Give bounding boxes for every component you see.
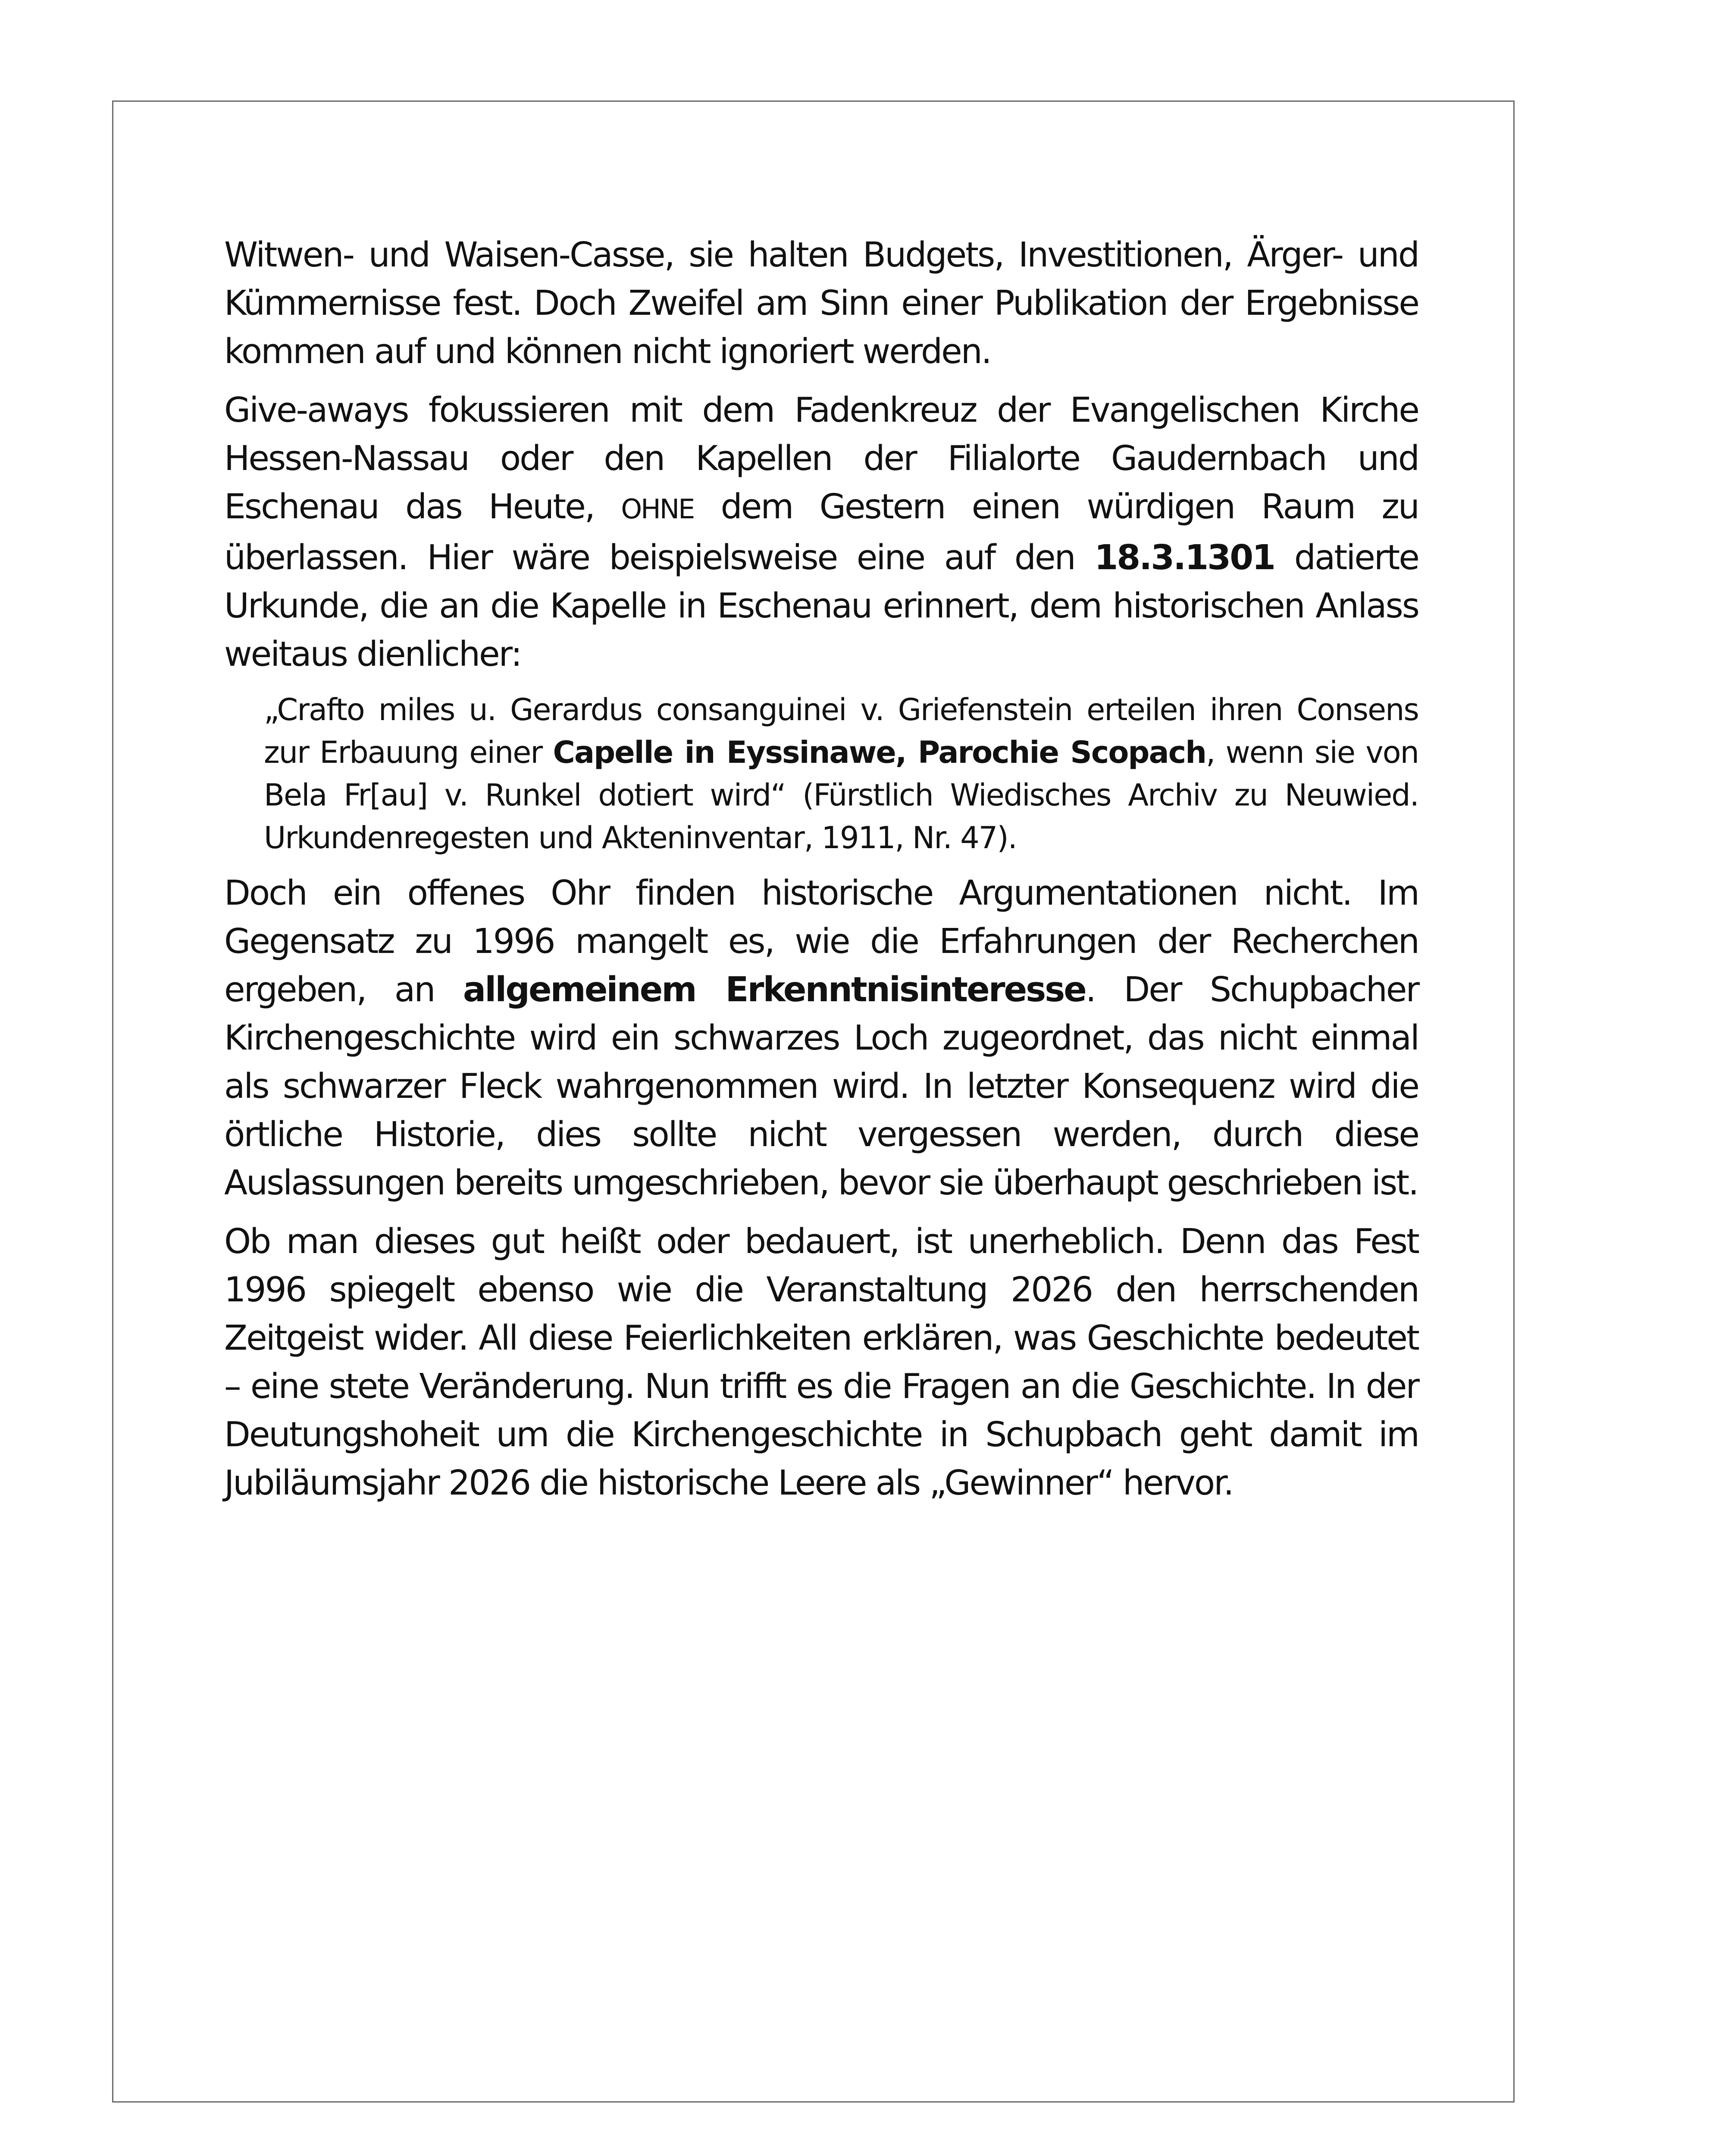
smallcaps-ohne: OHNE: [621, 493, 694, 525]
quote-text-2: , wenn sie von Bela Fr[au] v. Runkel dotiert wird“ (Fürstlich Wiedisches Archiv zu Neuwied. Urkundenregesten und Akteninventar, 1911, Nr. 47).: [264, 735, 1418, 856]
paragraph-3: [224, 869, 1418, 1207]
bold-phrase: allgemeinem Erkenntnisinteresse: [463, 970, 1086, 1009]
paragraph-2-text-3: datierte Urkunde, die an die Kapelle in Eschenau erinnert, dem historischen Anlass weitaus dienlicher:: [224, 538, 1418, 674]
quote-bold-text: Capelle in Eyssinawe, Parochie Scopach: [553, 735, 1206, 770]
paragraph-2-text-1: Give-aways fokussieren mit dem Fadenkreuz der Evangelischen Kirche Hessen-Nassau oder den Kapellen der Filialorte Gaudernbach und Eschenau das Heute,: [224, 390, 1418, 526]
paragraph-3-text-1: Doch ein offenes Ohr finden historische Argumentationen nicht. Im Gegensatz zu 1996 mangelt es, wie die Erfahrungen der Recherchen ergeben, an: [224, 873, 1418, 1009]
bold-date: 18.3.1301: [1094, 538, 1275, 577]
paragraph-3-text-2: . Der Schupbacher Kirchengeschichte wird ein schwarzes Loch zugeordnet, das nicht einmal als schwarzer Fleck wahrgenommen wird. In letzter Konsequenz wird die örtliche Historie, dies sollte nicht vergessen werden, durch diese Auslassungen bereits umgeschrieben, bevor sie überhaupt geschrieben ist.: [224, 970, 1418, 1203]
quote-text-1: „Crafto miles u. Gerardus consanguinei v. Griefenstein erteilen ihren Consens zur Erbauung einer: [264, 692, 1418, 770]
paragraph-1: Witwen- und Waisen-Casse, sie halten Budgets, Investitionen, Ärger- und Kümmernisse fest. Doch Zweifel am Sinn einer Publikation der Ergebnisse kommen auf und können nicht ignoriert werden.: [224, 235, 1418, 371]
paragraph-4: Ob man dieses gut heißt oder bedauert, ist unerheblich. Denn das Fest 1996 spiegelt ebenso wie die Veranstaltung 2026 den herrschenden Zeitgeist wider. All diese Feierlichkeiten erklären, was Geschichte bedeutet – eine stete Veränderung. Nun trifft es die Fragen an die Geschichte. In der Deutungshoheit um die Kirchengeschichte in Schupbach geht damit im Jubiläumsjahr 2026 die historische Leere als „Gewinner“ hervor.: [224, 1222, 1418, 1503]
document-body: [224, 231, 1418, 1517]
paragraph-2: [224, 386, 1418, 678]
paragraph-2-text-2: dem Gestern einen würdigen Raum zu überlassen. Hier wäre beispielsweise eine auf den: [224, 487, 1418, 577]
block-quote: [224, 689, 1418, 859]
